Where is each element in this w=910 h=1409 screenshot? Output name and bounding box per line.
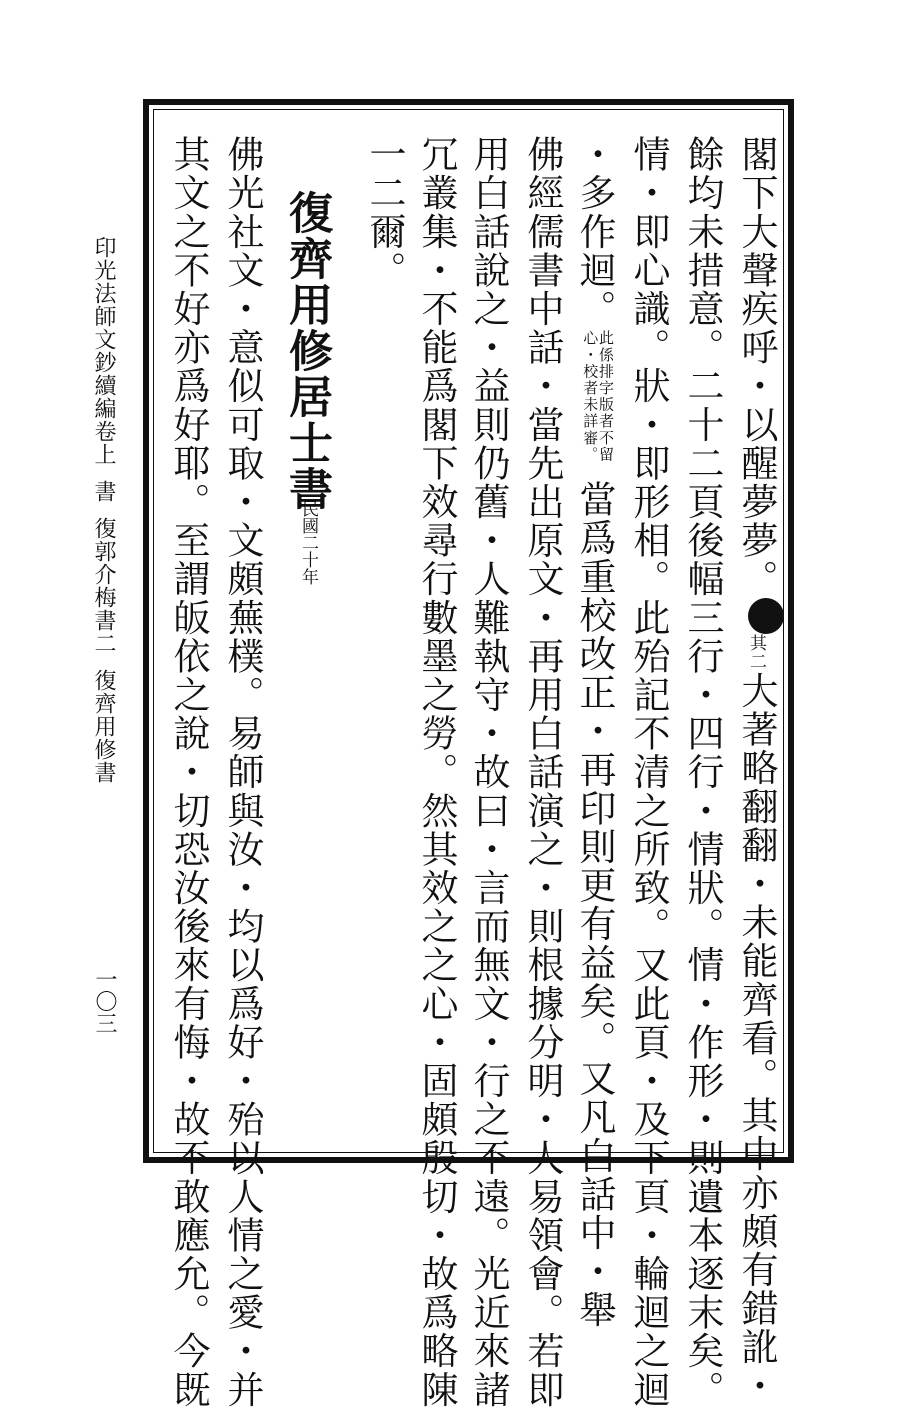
editor-note: 此係排字版者不留心・校者未詳審。 <box>581 330 615 463</box>
black-circle-icon <box>748 598 784 634</box>
section-marker-label: 其二 <box>746 634 766 672</box>
text-column-5: 佛經儒書中話・當先出原文・再用白話演之・則根據分明・人易領會。若即 <box>521 135 564 1409</box>
text-column-8: 一二爾。 <box>363 135 406 290</box>
page-number: 一〇三 <box>92 968 117 1034</box>
text-column-4-part-b: 當爲重校改正・再印則更有益矣。又凡白話中・舉 <box>573 480 616 1330</box>
letter-date: 民國二十年 <box>298 500 318 585</box>
text-column-3: 情・即心識。狀・即形相。此殆記不清之所致。又此頁・及下頁・輪迴之迴 <box>627 135 670 1409</box>
header-next: 復齊用修書 <box>91 669 116 784</box>
header-book: 印光法師文鈔續編卷上 <box>91 236 116 466</box>
text-column-2: 餘均未措意。二十二頁後幅三行・四行・情狀。情・作形・則遺本逐末矣。 <box>681 135 724 1409</box>
text-column-7: 冗叢集・不能爲閣下效尋行數墨之勞。然其效之之心・固頗殷切・故爲略陳 <box>415 135 458 1409</box>
letter-title: 復齊用修居士書 <box>281 190 332 512</box>
text-column-4-part-a: ・多作迴。 <box>573 135 616 328</box>
section-marker <box>738 598 784 671</box>
header-section: 書 <box>91 480 116 503</box>
text-column-10: 其文之不好亦爲好耶。至謂皈依之說・切恐汝後來有悔・故不敢應允。今既 <box>167 135 210 1409</box>
text-column-1 <box>735 135 784 1405</box>
running-header <box>92 236 114 784</box>
text-column-1-part-a: 閣下大聲疾呼・以醒夢夢。 <box>735 135 778 599</box>
text-column-6: 用白話說之・益則仍舊・人難執守・故曰・言而無文・行之不遠。光近來諸 <box>467 135 510 1409</box>
text-column-4 <box>573 135 616 1330</box>
text-column-9: 佛光社文・意似可取・文頗蕪樸。易師與汝・均以爲好・殆以人情之愛・并 <box>221 135 264 1409</box>
header-letter: 復郭介梅書二 <box>91 517 116 655</box>
text-column-1-part-b: 大著略翻翻・未能齊看。其中亦頗有錯訛・ <box>735 671 778 1405</box>
